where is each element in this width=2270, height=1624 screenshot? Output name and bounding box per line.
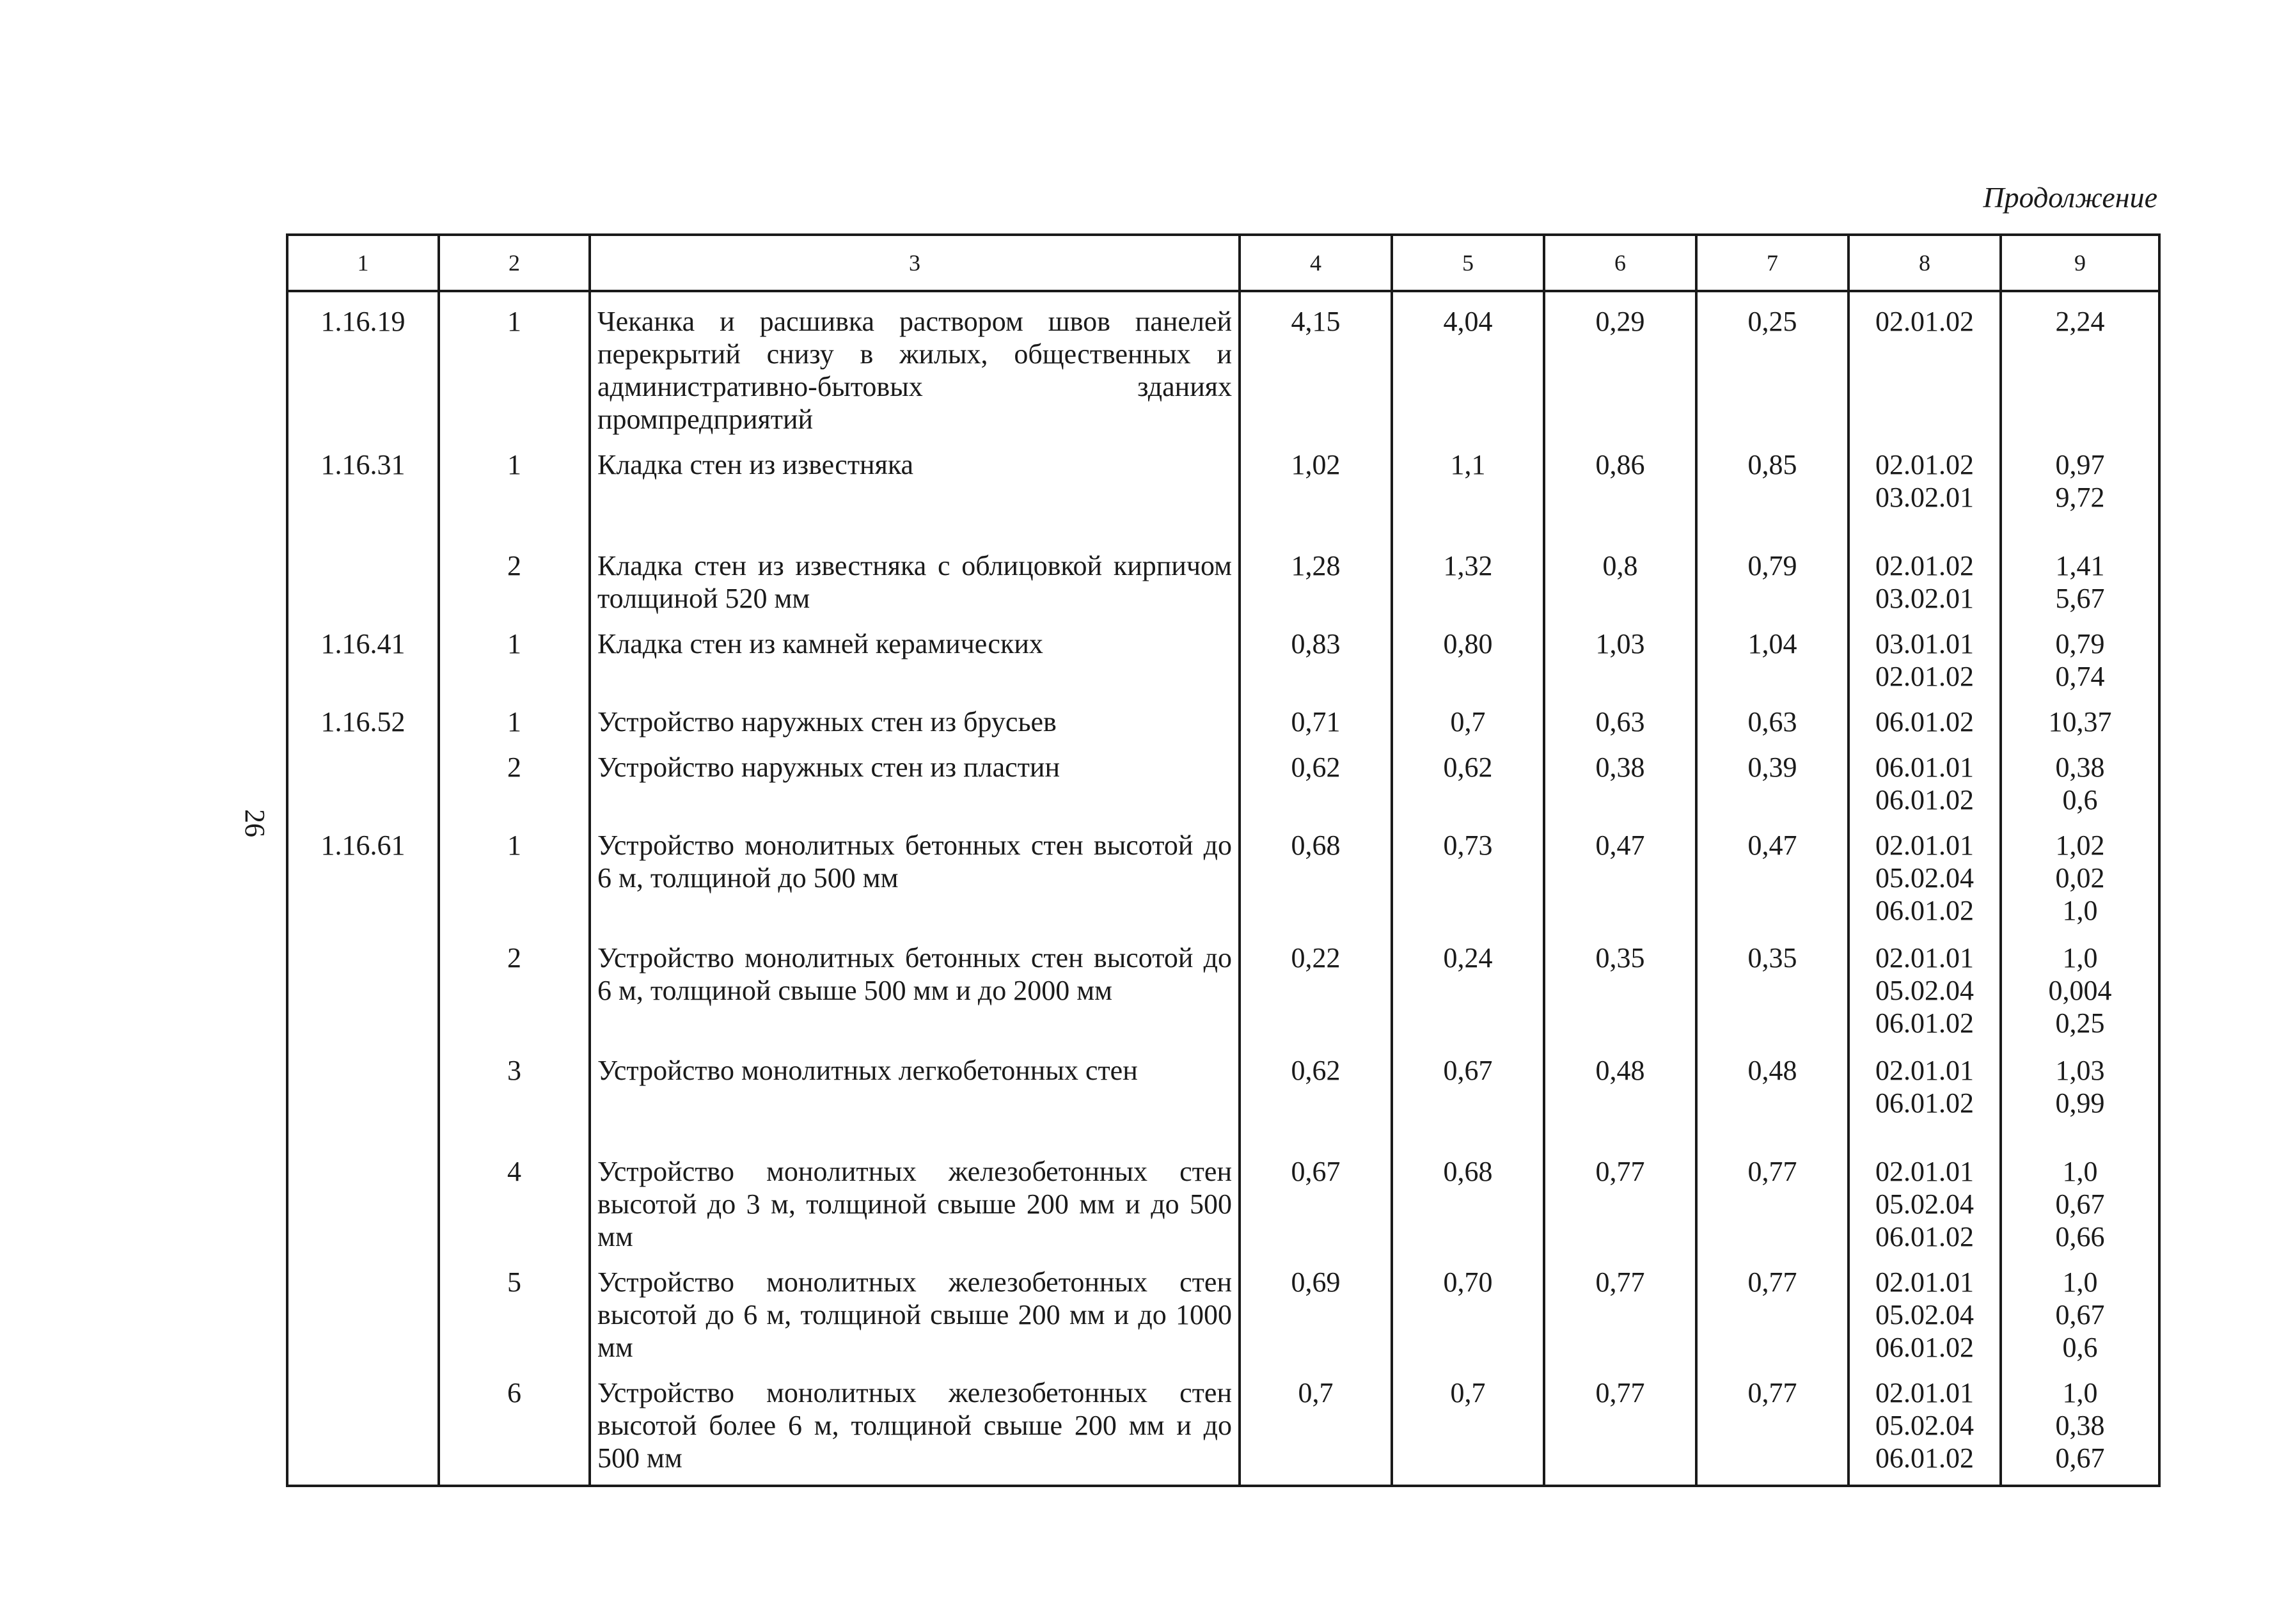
value-col-4: 4,15: [1240, 291, 1392, 448]
resource-values-line: 0,67: [2055, 1442, 2105, 1474]
row-description: Устройство монолитных бетонных стен высотой до 6 м, толщиной свыше 500 мм и до 2000 мм: [590, 942, 1240, 1054]
resource-codes-line: 06.01.01: [1875, 752, 1974, 783]
column-number-3: 3: [590, 235, 1240, 291]
resource-codes: [1848, 942, 2001, 1054]
resource-codes: [1848, 1155, 2001, 1266]
value-col-7: 0,77: [1696, 1376, 1848, 1486]
resource-codes: [1848, 1266, 2001, 1376]
resource-codes-line: 06.01.02: [1875, 1007, 1974, 1039]
resource-values: [2001, 829, 2159, 942]
resource-values: [2001, 706, 2159, 751]
resource-codes-line: 02.01.02: [1875, 306, 1974, 337]
row-number: 4: [439, 1155, 590, 1266]
row-code: [287, 549, 439, 627]
row-number: 1: [439, 706, 590, 751]
value-col-7: 0,48: [1696, 1054, 1848, 1155]
resource-codes-line: 02.01.02: [1875, 661, 1974, 692]
resource-values-line: 1,0: [2062, 1377, 2098, 1408]
row-description: Устройство монолитных железобетонных стен высотой более 6 м, толщиной свыше 200 мм и до 500 мм: [590, 1376, 1240, 1486]
row-code: [287, 1155, 439, 1266]
row-number: 2: [439, 751, 590, 829]
resource-values: [2001, 1054, 2159, 1155]
row-code: 1.16.41: [287, 627, 439, 706]
row-code: 1.16.31: [287, 448, 439, 549]
value-col-6: 0,77: [1544, 1376, 1696, 1486]
column-number-7: 7: [1696, 235, 1848, 291]
row-description: Кладка стен из известняка: [590, 448, 1240, 549]
resource-values: [2001, 1376, 2159, 1486]
resource-codes: [1848, 1054, 2001, 1155]
row-description: Устройство монолитных бетонных стен высотой до 6 м, толщиной до 500 мм: [590, 829, 1240, 942]
resource-codes: [1848, 706, 2001, 751]
resource-codes-line: 02.01.01: [1875, 942, 1974, 974]
value-col-6: 0,77: [1544, 1155, 1696, 1266]
table-body: [287, 291, 2159, 1486]
table-row: [287, 751, 2159, 829]
resource-codes-line: 05.02.04: [1875, 1188, 1974, 1220]
resource-values-line: 1,0: [2062, 1266, 2098, 1298]
resource-codes-line: 02.01.01: [1875, 1266, 1974, 1298]
column-number-1: 1: [287, 235, 439, 291]
value-col-4: 0,67: [1240, 1155, 1392, 1266]
resource-values-line: 0,004: [2048, 975, 2112, 1006]
resource-codes: [1848, 448, 2001, 549]
resource-values-line: 1,41: [2055, 550, 2105, 581]
resource-values-line: 0,67: [2055, 1188, 2105, 1220]
table-row: [287, 627, 2159, 706]
continuation-label: Продолжение: [1983, 181, 2157, 214]
resource-codes-line: 06.01.02: [1875, 1087, 1974, 1119]
table-row: [287, 1155, 2159, 1266]
resource-codes: [1848, 549, 2001, 627]
row-description: Устройство наружных стен из брусьев: [590, 706, 1240, 751]
value-col-6: 0,38: [1544, 751, 1696, 829]
resource-values: [2001, 549, 2159, 627]
row-code: 1.16.61: [287, 829, 439, 942]
resource-codes-line: 03.02.01: [1875, 482, 1974, 513]
resource-codes-line: 05.02.04: [1875, 975, 1974, 1006]
resource-codes-line: 03.02.01: [1875, 583, 1974, 614]
value-col-6: 1,03: [1544, 627, 1696, 706]
row-code: [287, 942, 439, 1054]
resource-values: [2001, 942, 2159, 1054]
resource-codes-line: 02.01.01: [1875, 1156, 1974, 1187]
row-code: [287, 1054, 439, 1155]
value-col-6: 0,77: [1544, 1266, 1696, 1376]
resource-values-line: 0,25: [2055, 1007, 2105, 1039]
value-col-5: 0,73: [1392, 829, 1544, 942]
resource-codes-line: 02.01.02: [1875, 449, 1974, 480]
resource-codes-line: 02.01.01: [1875, 1377, 1974, 1408]
value-col-5: 0,68: [1392, 1155, 1544, 1266]
value-col-5: 0,24: [1392, 942, 1544, 1054]
value-col-5: 0,7: [1392, 1376, 1544, 1486]
resource-codes-line: 06.01.02: [1875, 1332, 1974, 1363]
resource-codes-line: 05.02.04: [1875, 1299, 1974, 1330]
value-col-7: 0,39: [1696, 751, 1848, 829]
value-col-5: 4,04: [1392, 291, 1544, 448]
resource-codes-line: 06.01.02: [1875, 895, 1974, 926]
resource-values-line: 1,02: [2055, 830, 2105, 861]
resource-values-line: 1,0: [2062, 1156, 2098, 1187]
row-number: 1: [439, 291, 590, 448]
resource-codes-line: 06.01.02: [1875, 1221, 1974, 1252]
value-col-4: 1,28: [1240, 549, 1392, 627]
resource-values-line: 0,67: [2055, 1299, 2105, 1330]
value-col-4: 0,62: [1240, 1054, 1392, 1155]
resource-codes-line: 03.01.01: [1875, 628, 1974, 659]
value-col-6: 0,35: [1544, 942, 1696, 1054]
resource-codes-line: 05.02.04: [1875, 1410, 1974, 1441]
resource-values: [2001, 751, 2159, 829]
resource-codes: [1848, 1376, 2001, 1486]
row-number: 5: [439, 1266, 590, 1376]
value-col-6: 0,48: [1544, 1054, 1696, 1155]
column-number-row: [287, 235, 2159, 291]
resource-codes-line: 06.01.02: [1875, 784, 1974, 816]
resource-codes: [1848, 751, 2001, 829]
value-col-7: 0,25: [1696, 291, 1848, 448]
column-number-4: 4: [1240, 235, 1392, 291]
table-row: [287, 1266, 2159, 1376]
value-col-4: 0,83: [1240, 627, 1392, 706]
row-description: Кладка стен из камней керамических: [590, 627, 1240, 706]
resource-values-line: 1,0: [2062, 895, 2098, 926]
row-number: 1: [439, 627, 590, 706]
row-code: 1.16.52: [287, 706, 439, 751]
resource-codes-line: 02.01.01: [1875, 830, 1974, 861]
resource-values: [2001, 291, 2159, 448]
value-col-7: 0,79: [1696, 549, 1848, 627]
row-description: Чеканка и расшивка раствором швов панелей перекрытий снизу в жилых, общественных и административно-бытовых зданиях промпредприятий: [590, 291, 1240, 448]
table-row: [287, 706, 2159, 751]
row-description: Кладка стен из известняка с облицовкой кирпичом толщиной 520 мм: [590, 549, 1240, 627]
resource-values-line: 0,38: [2055, 752, 2105, 783]
table-row: [287, 549, 2159, 627]
row-code: [287, 1376, 439, 1486]
resource-values-line: 0,38: [2055, 1410, 2105, 1441]
column-number-2: 2: [439, 235, 590, 291]
value-col-5: 0,80: [1392, 627, 1544, 706]
norms-table: [286, 233, 2161, 1487]
column-number-8: 8: [1848, 235, 2001, 291]
value-col-4: 0,71: [1240, 706, 1392, 751]
resource-codes: [1848, 627, 2001, 706]
resource-codes-line: 06.01.02: [1875, 1442, 1974, 1474]
value-col-4: 0,68: [1240, 829, 1392, 942]
value-col-4: 0,22: [1240, 942, 1392, 1054]
value-col-5: 1,1: [1392, 448, 1544, 549]
table-row: [287, 829, 2159, 942]
value-col-4: 1,02: [1240, 448, 1392, 549]
resource-values-line: 10,37: [2048, 706, 2112, 737]
table-row: [287, 448, 2159, 549]
row-number: 2: [439, 549, 590, 627]
resource-values-line: 1,03: [2055, 1055, 2105, 1086]
row-number: 2: [439, 942, 590, 1054]
resource-codes: [1848, 829, 2001, 942]
column-number-9: 9: [2001, 235, 2159, 291]
value-col-5: 0,67: [1392, 1054, 1544, 1155]
resource-values: [2001, 1155, 2159, 1266]
row-number: 1: [439, 448, 590, 549]
resource-codes-line: 06.01.02: [1875, 706, 1974, 737]
value-col-5: 0,70: [1392, 1266, 1544, 1376]
resource-values: [2001, 1266, 2159, 1376]
row-description: Устройство наружных стен из пластин: [590, 751, 1240, 829]
value-col-5: 0,62: [1392, 751, 1544, 829]
value-col-7: 0,35: [1696, 942, 1848, 1054]
value-col-6: 0,8: [1544, 549, 1696, 627]
row-number: 3: [439, 1054, 590, 1155]
row-number: 6: [439, 1376, 590, 1486]
resource-values: [2001, 448, 2159, 549]
value-col-7: 0,77: [1696, 1155, 1848, 1266]
page-number: 26: [239, 809, 271, 837]
value-col-4: 0,62: [1240, 751, 1392, 829]
resource-values-line: 0,6: [2062, 1332, 2098, 1363]
value-col-6: 0,86: [1544, 448, 1696, 549]
value-col-7: 0,85: [1696, 448, 1848, 549]
value-col-5: 1,32: [1392, 549, 1544, 627]
table-row: [287, 291, 2159, 448]
row-description: Устройство монолитных железобетонных стен высотой до 6 м, толщиной свыше 200 мм и до 1000 мм: [590, 1266, 1240, 1376]
resource-values-line: 5,67: [2055, 583, 2105, 614]
value-col-7: 0,63: [1696, 706, 1848, 751]
resource-values-line: 0,6: [2062, 784, 2098, 816]
resource-values-line: 0,79: [2055, 628, 2105, 659]
value-col-4: 0,69: [1240, 1266, 1392, 1376]
column-number-6: 6: [1544, 235, 1696, 291]
value-col-7: 0,47: [1696, 829, 1848, 942]
value-col-6: 0,29: [1544, 291, 1696, 448]
table-row: [287, 942, 2159, 1054]
column-number-5: 5: [1392, 235, 1544, 291]
resource-values-line: 0,02: [2055, 862, 2105, 894]
resource-codes-line: 02.01.02: [1875, 550, 1974, 581]
resource-values-line: 0,97: [2055, 449, 2105, 480]
row-code: [287, 751, 439, 829]
table-row: [287, 1376, 2159, 1486]
row-number: 1: [439, 829, 590, 942]
resource-codes-line: 05.02.04: [1875, 862, 1974, 894]
resource-values-line: 0,74: [2055, 661, 2105, 692]
value-col-7: 1,04: [1696, 627, 1848, 706]
row-code: 1.16.19: [287, 291, 439, 448]
resource-values-line: 0,66: [2055, 1221, 2105, 1252]
resource-values-line: 2,24: [2055, 306, 2105, 337]
value-col-6: 0,63: [1544, 706, 1696, 751]
row-description: Устройство монолитных легкобетонных стен: [590, 1054, 1240, 1155]
resource-values: [2001, 627, 2159, 706]
resource-codes: [1848, 291, 2001, 448]
value-col-7: 0,77: [1696, 1266, 1848, 1376]
resource-codes-line: 02.01.01: [1875, 1055, 1974, 1086]
table-row: [287, 1054, 2159, 1155]
value-col-4: 0,7: [1240, 1376, 1392, 1486]
resource-values-line: 9,72: [2055, 482, 2105, 513]
resource-values-line: 0,99: [2055, 1087, 2105, 1119]
value-col-6: 0,47: [1544, 829, 1696, 942]
row-code: [287, 1266, 439, 1376]
row-description: Устройство монолитных железобетонных стен высотой до 3 м, толщиной свыше 200 мм и до 500 мм: [590, 1155, 1240, 1266]
value-col-5: 0,7: [1392, 706, 1544, 751]
resource-values-line: 1,0: [2062, 942, 2098, 974]
